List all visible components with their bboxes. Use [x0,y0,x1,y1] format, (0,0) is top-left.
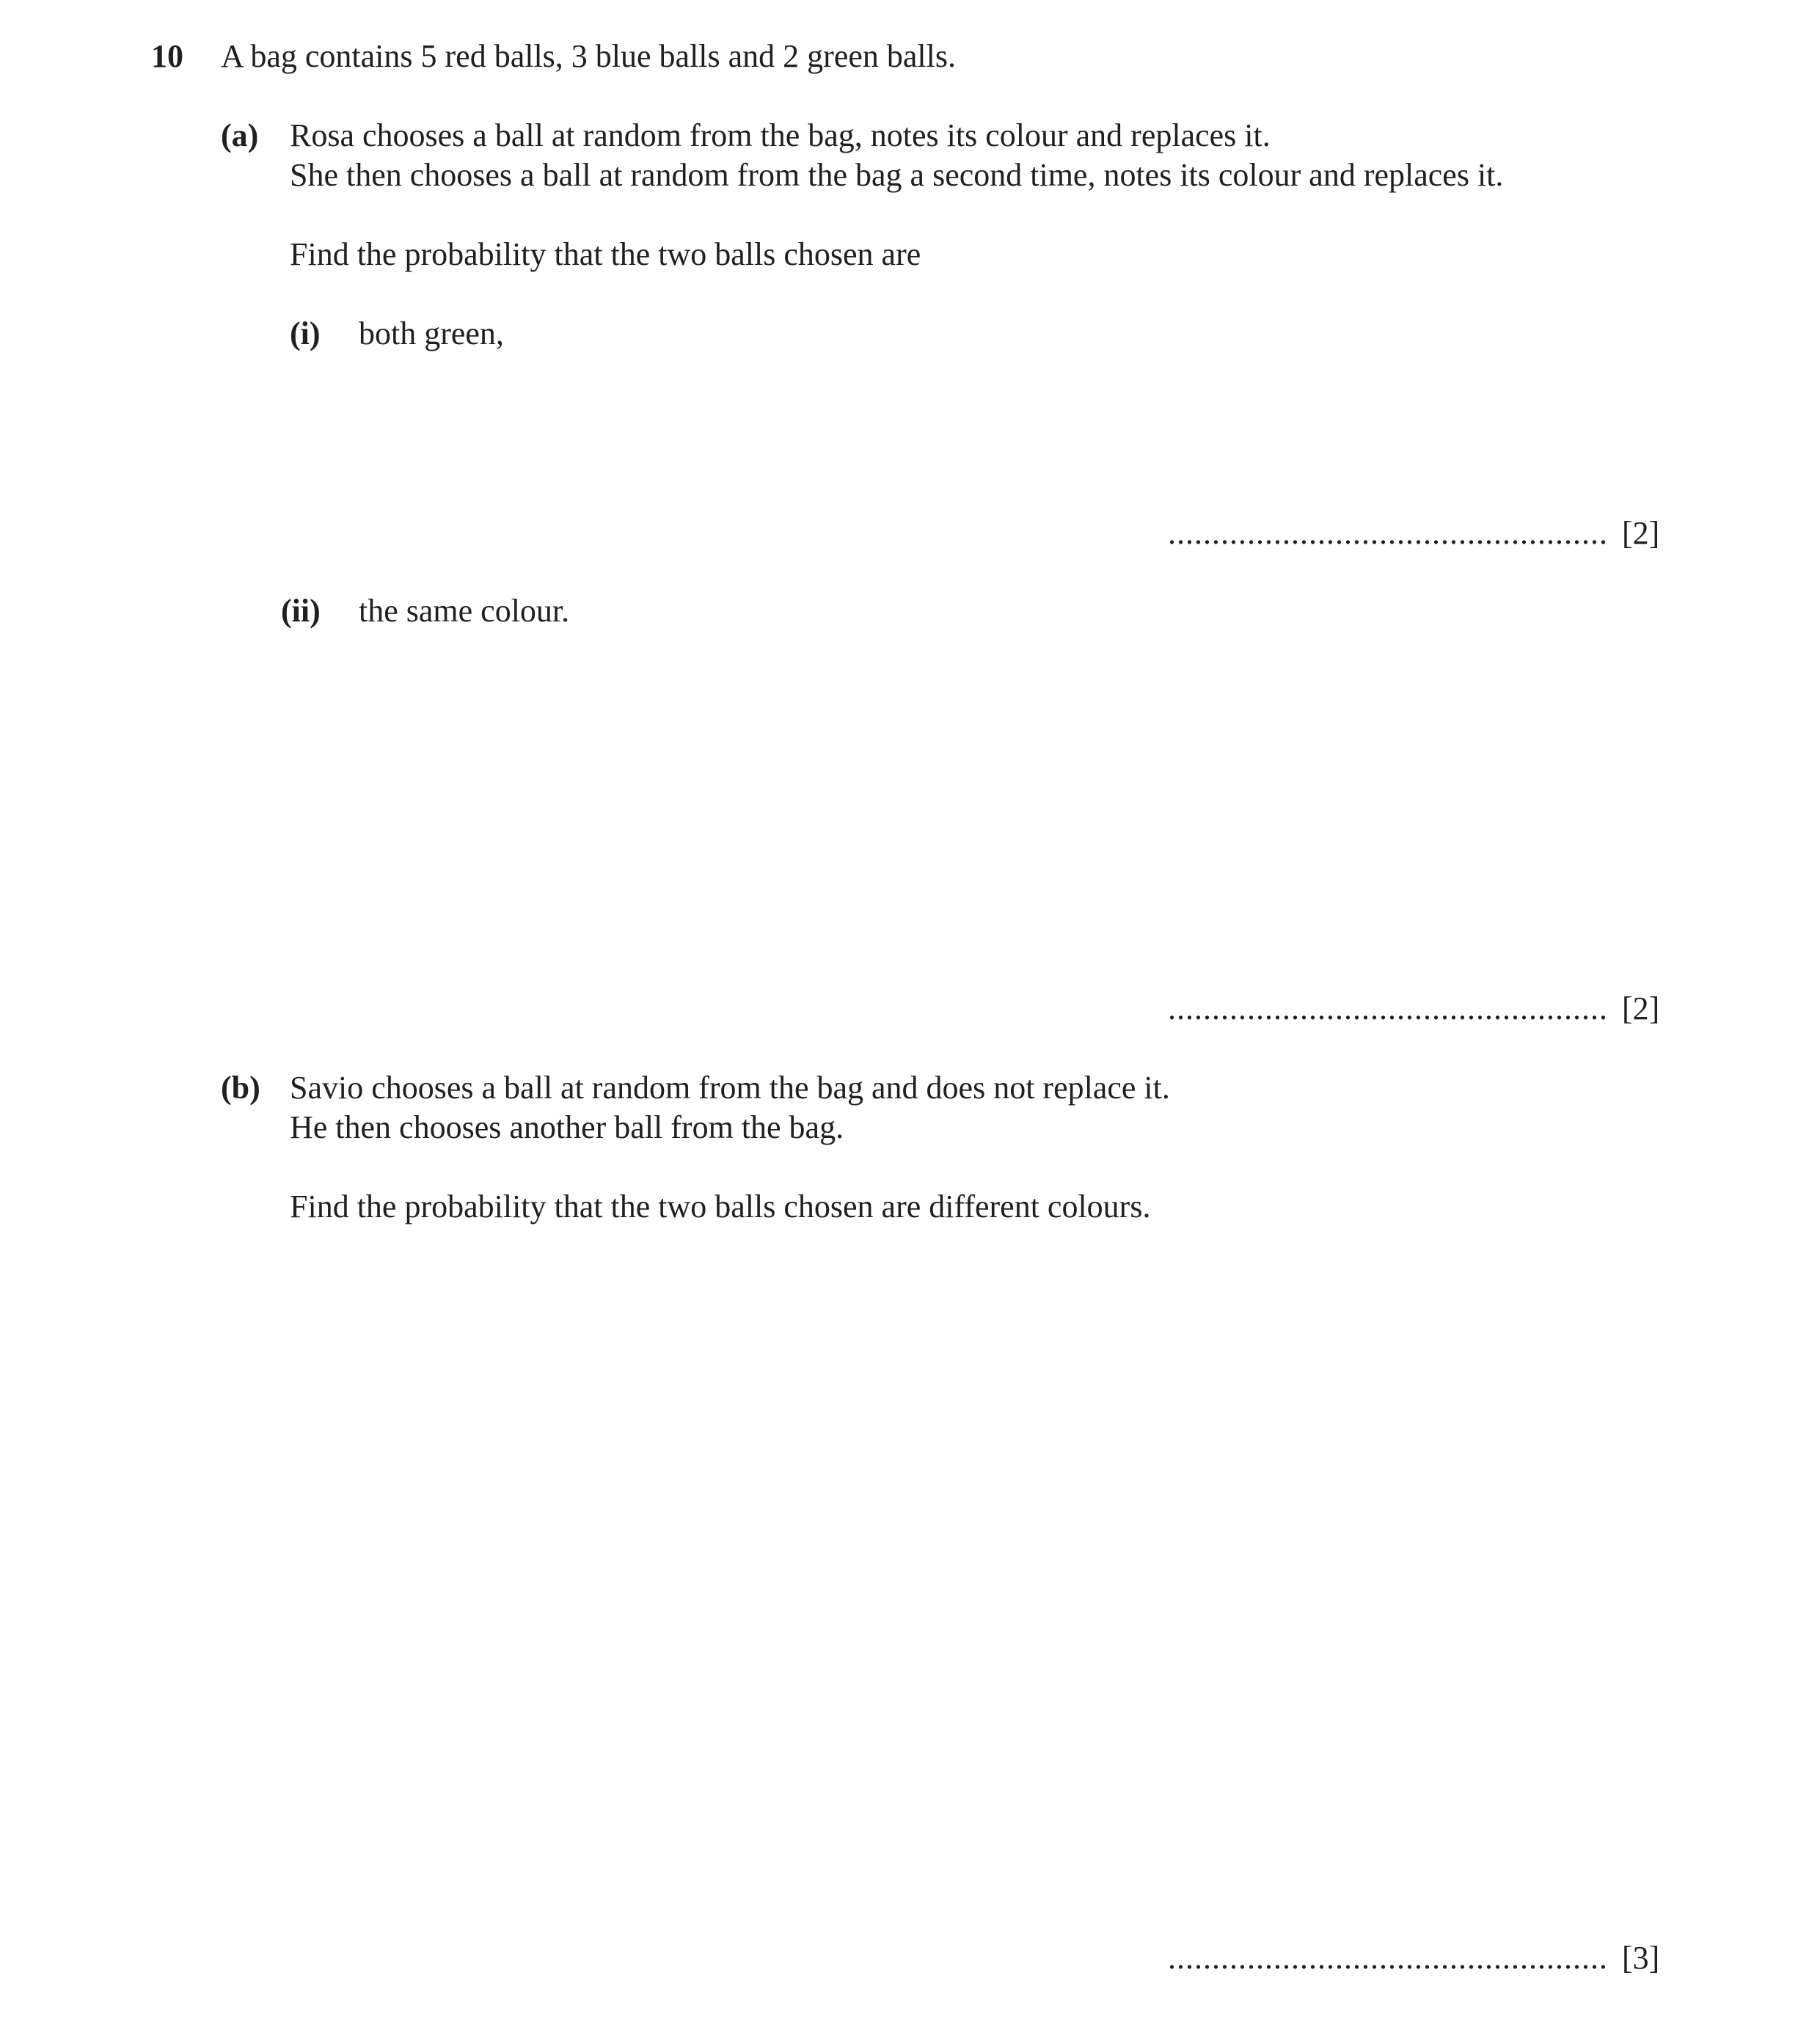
sub-part-i-label: (i) [290,315,321,351]
answer-line-i[interactable]: .................................................. [1168,515,1608,551]
sub-part-ii-text: the same colour. [359,593,570,629]
part-b-instruction: Find the probability that the two balls chosen are different colours. [290,1189,1151,1224]
answer-line-ii[interactable]: .................................................. [1168,990,1608,1026]
part-b-line-2: He then chooses another ball from the bag. [290,1109,844,1145]
question-number: 10 [151,38,183,74]
question-stem: A bag contains 5 red balls, 3 blue balls and 2 green balls. [221,38,956,74]
marks-b: [3] [1622,1940,1660,1976]
part-a-line-2: She then chooses a ball at random from the bag a second time, notes its colour and replaces it. [290,157,1504,193]
part-b-label: (b) [221,1070,260,1106]
part-a-line-1: Rosa chooses a ball at random from the bag, notes its colour and replaces it. [290,117,1271,153]
marks-i: [2] [1622,515,1660,551]
answer-line-b[interactable]: .................................................. [1168,1940,1608,1976]
part-b-line-1: Savio chooses a ball at random from the bag and does not replace it. [290,1070,1170,1106]
marks-ii: [2] [1622,990,1660,1026]
sub-part-i-text: both green, [359,315,504,351]
part-a-label: (a) [221,117,259,153]
part-a-instruction: Find the probability that the two balls chosen are [290,236,921,272]
sub-part-ii-label: (ii) [281,593,321,629]
